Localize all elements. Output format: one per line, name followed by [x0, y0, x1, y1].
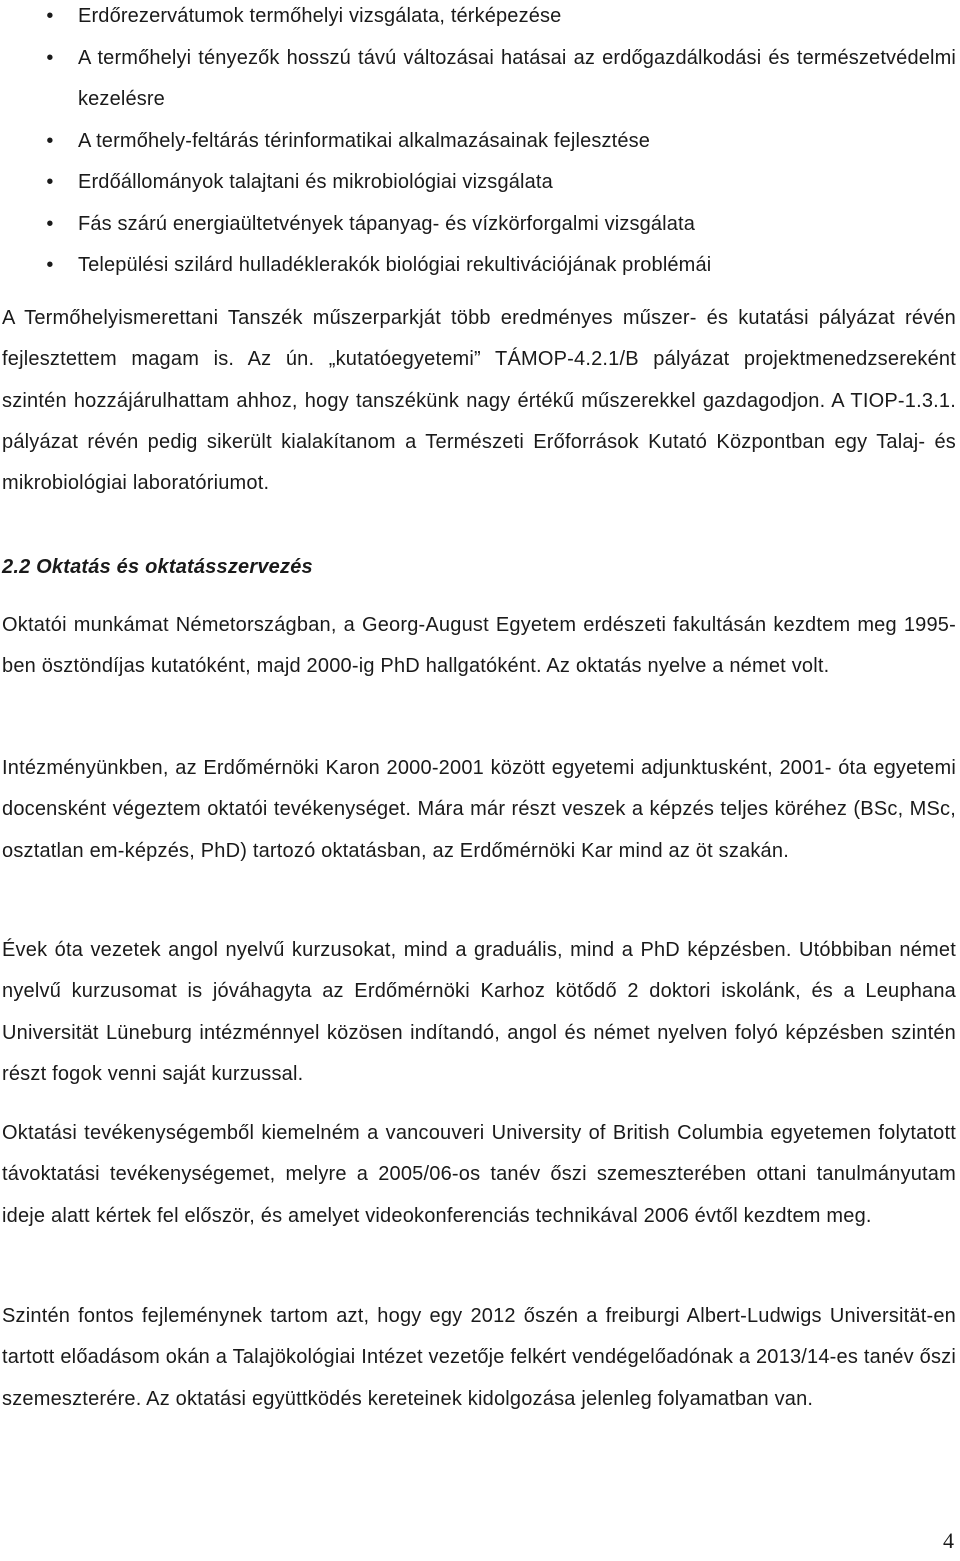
- list-item: [0, 162, 960, 204]
- bullet-icon: •: [46, 5, 54, 27]
- bullet-icon: •: [46, 46, 54, 69]
- bullet-icon: •: [46, 171, 54, 193]
- bullet-icon: •: [46, 212, 54, 235]
- paragraph-teaching-germany: Oktatói munkámat Németországban, a Georg-August Egyetem erdészeti fakultásán kezdtem meg 1995-ben ösztöndíjas kutatóként, majd 2000-ig PhD hallgatóként. Az oktatás nyelve a német volt.: [2, 614, 956, 678]
- paragraph-distance-learning: Oktatási tevékenységemből kiemelném a vancouveri University of British Columbia egyetemen folytatott távoktatási tevékenységemet, melyre a 2005/06-os tanév őszi szemeszterében ottani tanulmányutam ideje alatt kértek fel először, és amelyet videokonferenciás technikával 2006 évtől kezdtem meg.: [2, 1122, 956, 1227]
- page-number: 4: [943, 1528, 954, 1553]
- list-item-text: Települési szilárd hulladéklerakók biológiai rekultivációjának problémái: [78, 254, 712, 276]
- list-item-text: Erdőrezervátumok termőhelyi vizsgálata, térképezése: [78, 5, 562, 27]
- paragraph-instrument-park: A Termőhelyismerettani Tanszék műszerparkját több eredményes műszer- és kutatási pályázat révén fejlesztettem magam is. Az ún. „kutatóegyetemi” TÁMOP-4.2.1/B pályázat projektmenedzsereként szintén hozzájárulhattam ahhoz, hogy tanszékünk nagy értékű műszerekkel gazdagodjon. A TIOP-1.3.1. pályázat révén pedig sikerült kialakítanom a Természeti Erőforrások Kutató Központban egy Talaj- és mikrobiológiai laboratóriumot.: [2, 307, 956, 495]
- paragraph-english-courses: Évek óta vezetek angol nyelvű kurzusokat, mind a graduális, mind a PhD képzésben. Utóbbiban német nyelvű kurzusomat is jóváhagyta az Erdőmérnöki Karhoz kötődő 2 doktori iskolánk, és a Leuphana Universität Lüneburg intézménnyel közösen indítandó, angol és német nyelven folyó képzésben szintén részt fogok venni saját kurzussal.: [2, 939, 956, 1085]
- bullet-icon: •: [46, 129, 54, 152]
- list-item: [0, 38, 960, 121]
- research-topics-list: [0, 0, 960, 287]
- list-item-text: A termőhely-feltárás térinformatikai alkalmazásainak fejlesztése: [78, 129, 651, 152]
- list-item-text: A termőhelyi tényezők hosszú távú változásai hatásai az erdőgazdálkodási és természetvédelmi kezelésre: [78, 46, 956, 110]
- list-item: [0, 121, 960, 163]
- section-heading: 2.2 Oktatás és oktatásszervezés: [2, 556, 313, 578]
- list-item: [0, 0, 960, 38]
- list-item: [0, 204, 960, 246]
- bullet-icon: •: [46, 254, 54, 276]
- list-item: [0, 245, 960, 287]
- paragraph-teaching-institution: Intézményünkben, az Erdőmérnöki Karon 2000-2001 között egyetemi adjunktusként, 2001- óta egyetemi docensként végeztem oktatói tevékenységet. Mára már részt veszek a képzés teljes köréhez (BSc, MSc, osztatlan em-képzés, PhD) tartozó oktatásban, az Erdőmérnöki Kar mind az öt szakán.: [2, 757, 956, 862]
- list-item-text: Fás szárú energiaültetvények tápanyag- és vízkörforgalmi vizsgálata: [78, 212, 696, 235]
- paragraph-freiburg: Szintén fontos fejleménynek tartom azt, hogy egy 2012 őszén a freiburgi Albert-Ludwigs Universität-en tartott előadásom okán a Talajökológiai Intézet vezetője felkért vendégelőadónak a 2013/14-es tanév őszi szemeszterére. Az oktatási együttködés kereteinek kidolgozása jelenleg folyamatban van.: [2, 1305, 956, 1410]
- list-item-text: Erdőállományok talajtani és mikrobiológiai vizsgálata: [78, 171, 553, 193]
